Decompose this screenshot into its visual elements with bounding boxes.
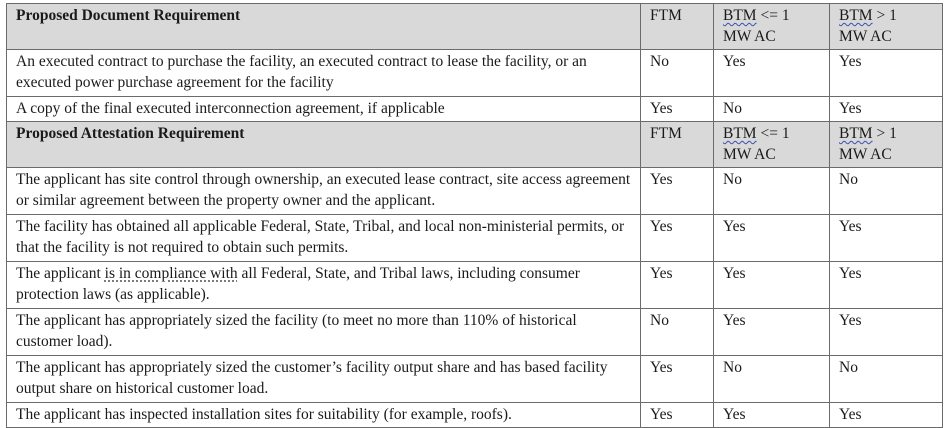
btm-large-value: Yes xyxy=(830,215,943,262)
btm-small-value: Yes xyxy=(714,50,830,97)
table-row xyxy=(7,215,943,262)
btm-large-threshold: > 1 xyxy=(872,7,897,24)
ftm-value: Yes xyxy=(641,403,714,428)
btm-small-threshold: <= 1 xyxy=(756,7,790,24)
btm-large-unit: MW AC xyxy=(839,146,892,163)
btm-label: BTM xyxy=(839,125,873,142)
table-row xyxy=(7,97,943,122)
ftm-column-heading: FTM xyxy=(641,4,714,50)
btm-small-value: Yes xyxy=(714,309,830,356)
btm-small-value: Yes xyxy=(714,215,830,262)
btm-small-value: No xyxy=(714,356,830,403)
btm-small-unit: MW AC xyxy=(723,28,776,45)
btm-large-column-heading xyxy=(830,122,943,168)
btm-large-value: Yes xyxy=(830,403,943,428)
attestation-header-row xyxy=(7,122,943,168)
btm-small-column-heading xyxy=(714,4,830,50)
ftm-value: Yes xyxy=(641,97,714,122)
btm-small-value: Yes xyxy=(714,262,830,309)
btm-large-unit: MW AC xyxy=(839,28,892,45)
table-row xyxy=(7,309,943,356)
table-row xyxy=(7,356,943,403)
btm-large-column-heading xyxy=(830,4,943,50)
btm-large-value: No xyxy=(830,168,943,215)
requirement-text xyxy=(7,262,641,309)
table-row xyxy=(7,168,943,215)
requirement-text-start: The applicant xyxy=(16,265,105,282)
btm-small-value: Yes xyxy=(714,403,830,428)
requirement-text: The applicant has appropriately sized the customer’s facility output share and has based facility output share on historical customer load. xyxy=(7,356,641,403)
requirement-text: An executed contract to purchase the facility, an executed contract to lease the facility, or an executed power purchase agreement for the facility xyxy=(7,50,641,97)
table-row xyxy=(7,403,943,428)
btm-label: BTM xyxy=(723,125,757,142)
requirement-text: The facility has obtained all applicable Federal, State, Tribal, and local non-ministerial permits, or that the facility is not required to obtain such permits. xyxy=(7,215,641,262)
requirement-text: The applicant has appropriately sized the facility (to meet no more than 110% of historical customer load). xyxy=(7,309,641,356)
btm-label: BTM xyxy=(839,7,873,24)
attestation-requirement-heading: Proposed Attestation Requirement xyxy=(7,122,641,168)
btm-large-value: No xyxy=(830,356,943,403)
ftm-value: No xyxy=(641,309,714,356)
btm-large-value: Yes xyxy=(830,97,943,122)
btm-small-value: No xyxy=(714,97,830,122)
ftm-value: Yes xyxy=(641,262,714,309)
document-requirement-heading: Proposed Document Requirement xyxy=(7,4,641,50)
requirement-text: A copy of the final executed interconnection agreement, if applicable xyxy=(7,97,641,122)
table-row xyxy=(7,262,943,309)
requirements-table xyxy=(6,3,943,428)
btm-small-column-heading xyxy=(714,122,830,168)
requirement-text-end: all Federal, State, and Tribal laws, including consumer protection laws (as applicable). xyxy=(16,265,580,303)
btm-small-threshold: <= 1 xyxy=(756,125,790,142)
btm-small-value: No xyxy=(714,168,830,215)
btm-label: BTM xyxy=(723,7,757,24)
btm-small-unit: MW AC xyxy=(723,146,776,163)
btm-large-value: Yes xyxy=(830,309,943,356)
ftm-value: Yes xyxy=(641,168,714,215)
requirement-text: The applicant has inspected installation sites for suitability (for example, roofs). xyxy=(7,403,641,428)
ftm-value: No xyxy=(641,50,714,97)
ftm-value: Yes xyxy=(641,215,714,262)
document-header-row xyxy=(7,4,943,50)
btm-large-threshold: > 1 xyxy=(872,125,897,142)
requirement-text: The applicant has site control through ownership, an executed lease contract, site access agreement or similar agreement between the property owner and the applicant. xyxy=(7,168,641,215)
btm-large-value: Yes xyxy=(830,262,943,309)
table-row xyxy=(7,50,943,97)
btm-large-value: Yes xyxy=(830,50,943,97)
ftm-value: Yes xyxy=(641,356,714,403)
ftm-column-heading: FTM xyxy=(641,122,714,168)
compliance-phrase: is in compliance with xyxy=(104,265,238,282)
